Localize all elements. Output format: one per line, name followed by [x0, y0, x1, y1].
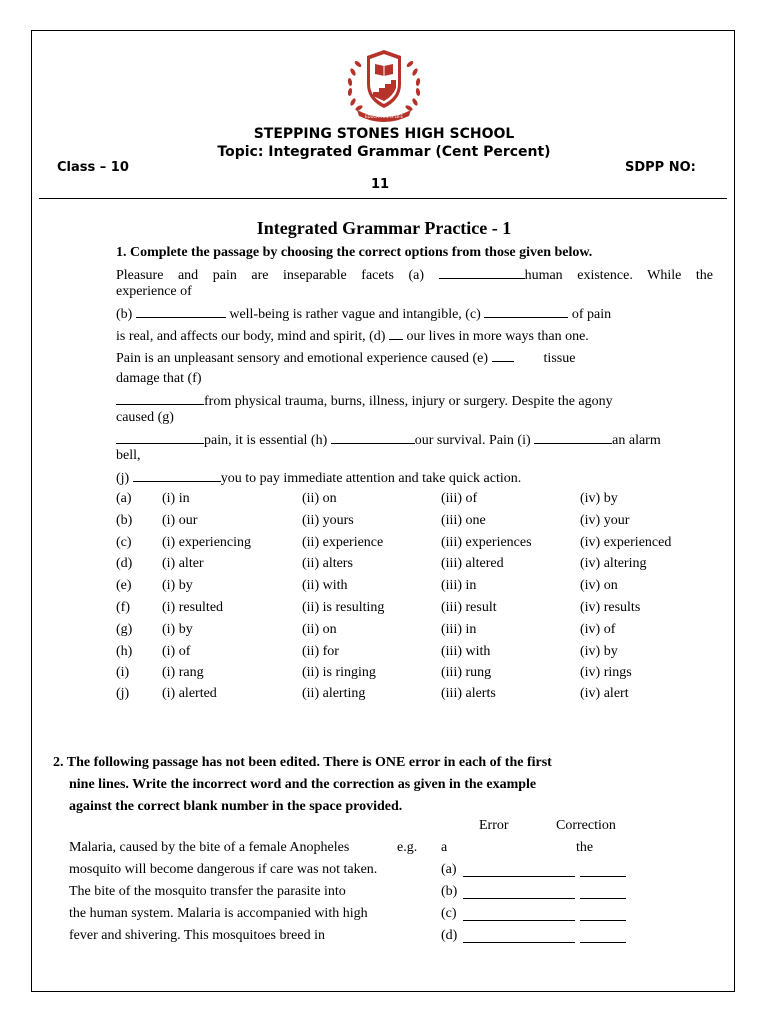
q2-line: The bite of the mosquito transfer the parasite into — [69, 884, 346, 899]
blank-d[interactable] — [389, 327, 403, 340]
school-logo — [343, 44, 425, 126]
passage-line-6: damage that (f) — [116, 371, 202, 386]
q2-blank-label: (d) — [441, 928, 458, 943]
example-error: a — [441, 840, 448, 855]
passage-line-5: Pain is an unpleasant sensory and emotional experience caused (e) tissue — [116, 351, 576, 366]
blank-g[interactable] — [116, 431, 204, 444]
sdpp-number: 11 — [370, 177, 390, 192]
correction-blank[interactable] — [580, 920, 626, 921]
q2-line: fever and shivering. This mosquitoes breed in — [69, 928, 325, 943]
q2-line: mosquito will become dangerous if care was not taken. — [69, 862, 378, 877]
correction-blank[interactable] — [580, 876, 626, 877]
passage-line-8: caused (g) — [116, 410, 174, 425]
school-name: STEPPING STONES HIGH SCHOOL — [253, 126, 515, 142]
blank-j[interactable] — [133, 469, 221, 482]
correction-blank[interactable] — [580, 942, 626, 943]
blank-f[interactable] — [116, 392, 204, 405]
q2-blank-label: (c) — [441, 906, 457, 921]
error-blank[interactable] — [463, 876, 575, 877]
passage-line-9: pain, it is essential (h) our survival. Pain (i) an alarm — [116, 431, 661, 449]
column-header-error: Error — [479, 818, 509, 833]
q2-instruction: 2. The following passage has not been edited. There is ONE error in each of the first nine lines. Write the incorrect word and the correction as given in the example against the correct blank number in the space provided. — [53, 755, 552, 814]
topic-title: Topic: Integrated Grammar (Cent Percent) — [217, 144, 551, 160]
q2-line-example: Malaria, caused by the bite of a female Anopheles — [69, 840, 350, 855]
q2-blank-label: (a) — [441, 862, 457, 877]
passage-line-1: Pleasure and pain are inseparable facets (a) human existence. While the — [116, 268, 713, 283]
sdpp-label: SDPP NO: — [625, 160, 696, 175]
blank-e[interactable] — [492, 349, 514, 362]
passage-line-3: (b) well-being is rather vague and intangible, (c) of pain — [116, 307, 612, 322]
class-label: Class – 10 — [57, 160, 129, 175]
passage-line-2: experience of — [116, 284, 192, 299]
blank-c[interactable] — [484, 305, 568, 318]
q1-instruction: 1. Complete the passage by choosing the correct options from those given below. — [116, 245, 593, 260]
blank-h[interactable] — [331, 431, 415, 444]
blank-b[interactable] — [136, 305, 226, 318]
passage-line-10: bell, — [116, 448, 141, 463]
example-marker: e.g. — [397, 840, 418, 855]
q2-blank-label: (b) — [441, 884, 458, 899]
column-header-correction: Correction — [556, 818, 616, 833]
logo-motto: EDUCATION IS LIFE — [364, 114, 404, 119]
error-blank[interactable] — [463, 920, 575, 921]
practice-title: Integrated Grammar Practice - 1 — [256, 218, 512, 238]
q2-line: the human system. Malaria is accompanied with high — [69, 906, 368, 921]
passage-line-4: is real, and affects our body, mind and spirit, (d) our lives in more ways than one. — [116, 329, 589, 344]
error-blank[interactable] — [463, 942, 575, 943]
passage-line-7: from physical trauma, burns, illness, injury or surgery. Despite the agony — [116, 392, 613, 410]
error-blank[interactable] — [463, 898, 575, 899]
passage-line-11: (j) you to pay immediate attention and take quick action. — [116, 471, 522, 486]
example-correction: the — [576, 840, 594, 855]
correction-blank[interactable] — [580, 898, 626, 899]
blank-a[interactable] — [439, 266, 525, 279]
blank-i[interactable] — [534, 431, 612, 444]
header-divider — [39, 198, 727, 199]
